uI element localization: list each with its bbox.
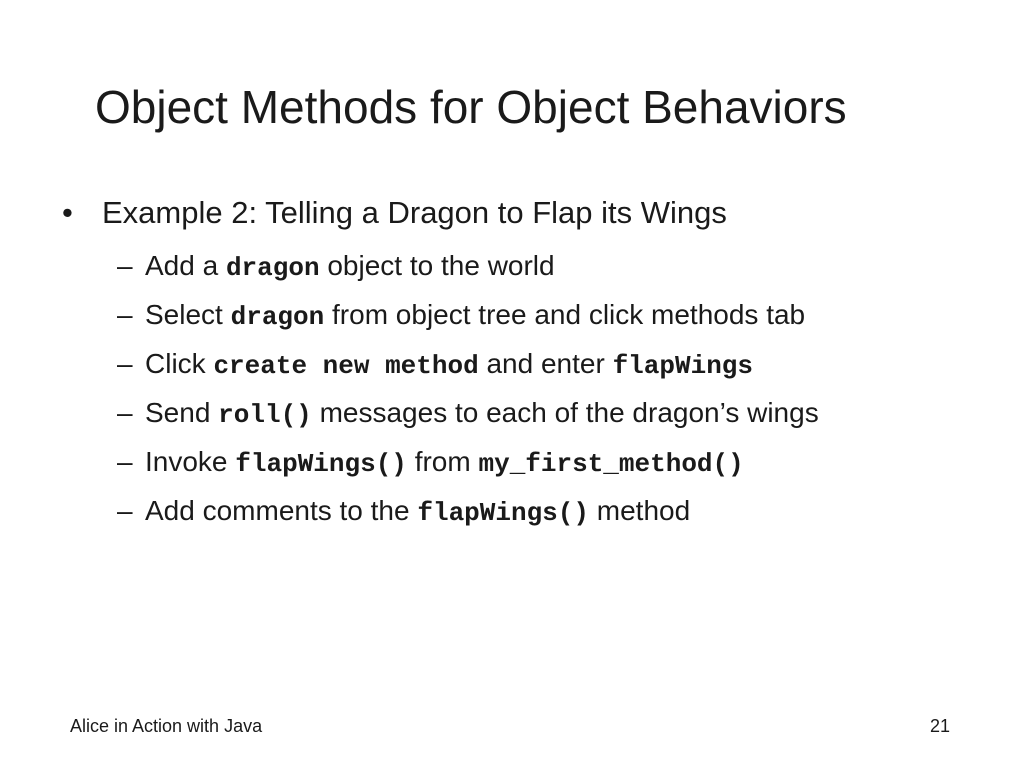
sub-bullet-text: messages to each of the dragon’s wings bbox=[311, 397, 819, 428]
code-text: flapWings() bbox=[417, 498, 589, 528]
sub-bullet-text: Select bbox=[145, 299, 231, 330]
code-text: my_first_method() bbox=[478, 449, 744, 479]
sub-bullet-text: Add a bbox=[145, 250, 226, 281]
footer-course-title: Alice in Action with Java bbox=[70, 716, 263, 736]
sub-bullet-item bbox=[117, 444, 819, 493]
sub-bullet-item bbox=[117, 395, 819, 444]
dash-marker: – bbox=[117, 250, 133, 281]
sub-bullet-text: Invoke bbox=[145, 446, 236, 477]
dash-marker: – bbox=[117, 397, 133, 428]
code-text: dragon bbox=[230, 302, 325, 332]
dash-marker: – bbox=[117, 348, 133, 379]
sub-bullet-text: Send bbox=[145, 397, 219, 428]
sub-bullet-text: from bbox=[406, 446, 479, 477]
page-number: 21 bbox=[930, 716, 951, 736]
sub-bullet-text: object to the world bbox=[319, 250, 555, 281]
sub-bullet-list bbox=[117, 248, 819, 542]
sub-bullet-item bbox=[117, 297, 819, 346]
sub-bullet-text: and enter bbox=[478, 348, 613, 379]
main-bullet-text: Example 2: Telling a Dragon to Flap its Wings bbox=[102, 195, 727, 230]
code-text: dragon bbox=[225, 253, 320, 283]
sub-bullet-item bbox=[117, 346, 819, 395]
code-text: create new method bbox=[213, 351, 479, 381]
code-text: flapWings bbox=[612, 351, 754, 381]
sub-bullet-text: Click bbox=[145, 348, 214, 379]
sub-bullet-text: Add comments to the bbox=[145, 495, 418, 526]
dash-marker: – bbox=[117, 495, 133, 526]
slide-title: Object Methods for Object Behaviors bbox=[95, 81, 847, 133]
code-text: flapWings() bbox=[235, 449, 407, 479]
sub-bullet-item bbox=[117, 493, 819, 542]
bullet-marker: • bbox=[62, 195, 73, 230]
dash-marker: – bbox=[117, 446, 133, 477]
sub-bullet-item bbox=[117, 248, 819, 297]
code-text: roll() bbox=[218, 400, 312, 430]
sub-bullet-text: from object tree and click methods tab bbox=[324, 299, 806, 330]
dash-marker: – bbox=[117, 299, 133, 330]
sub-bullet-text: method bbox=[589, 495, 691, 526]
main-bullet bbox=[62, 195, 727, 231]
